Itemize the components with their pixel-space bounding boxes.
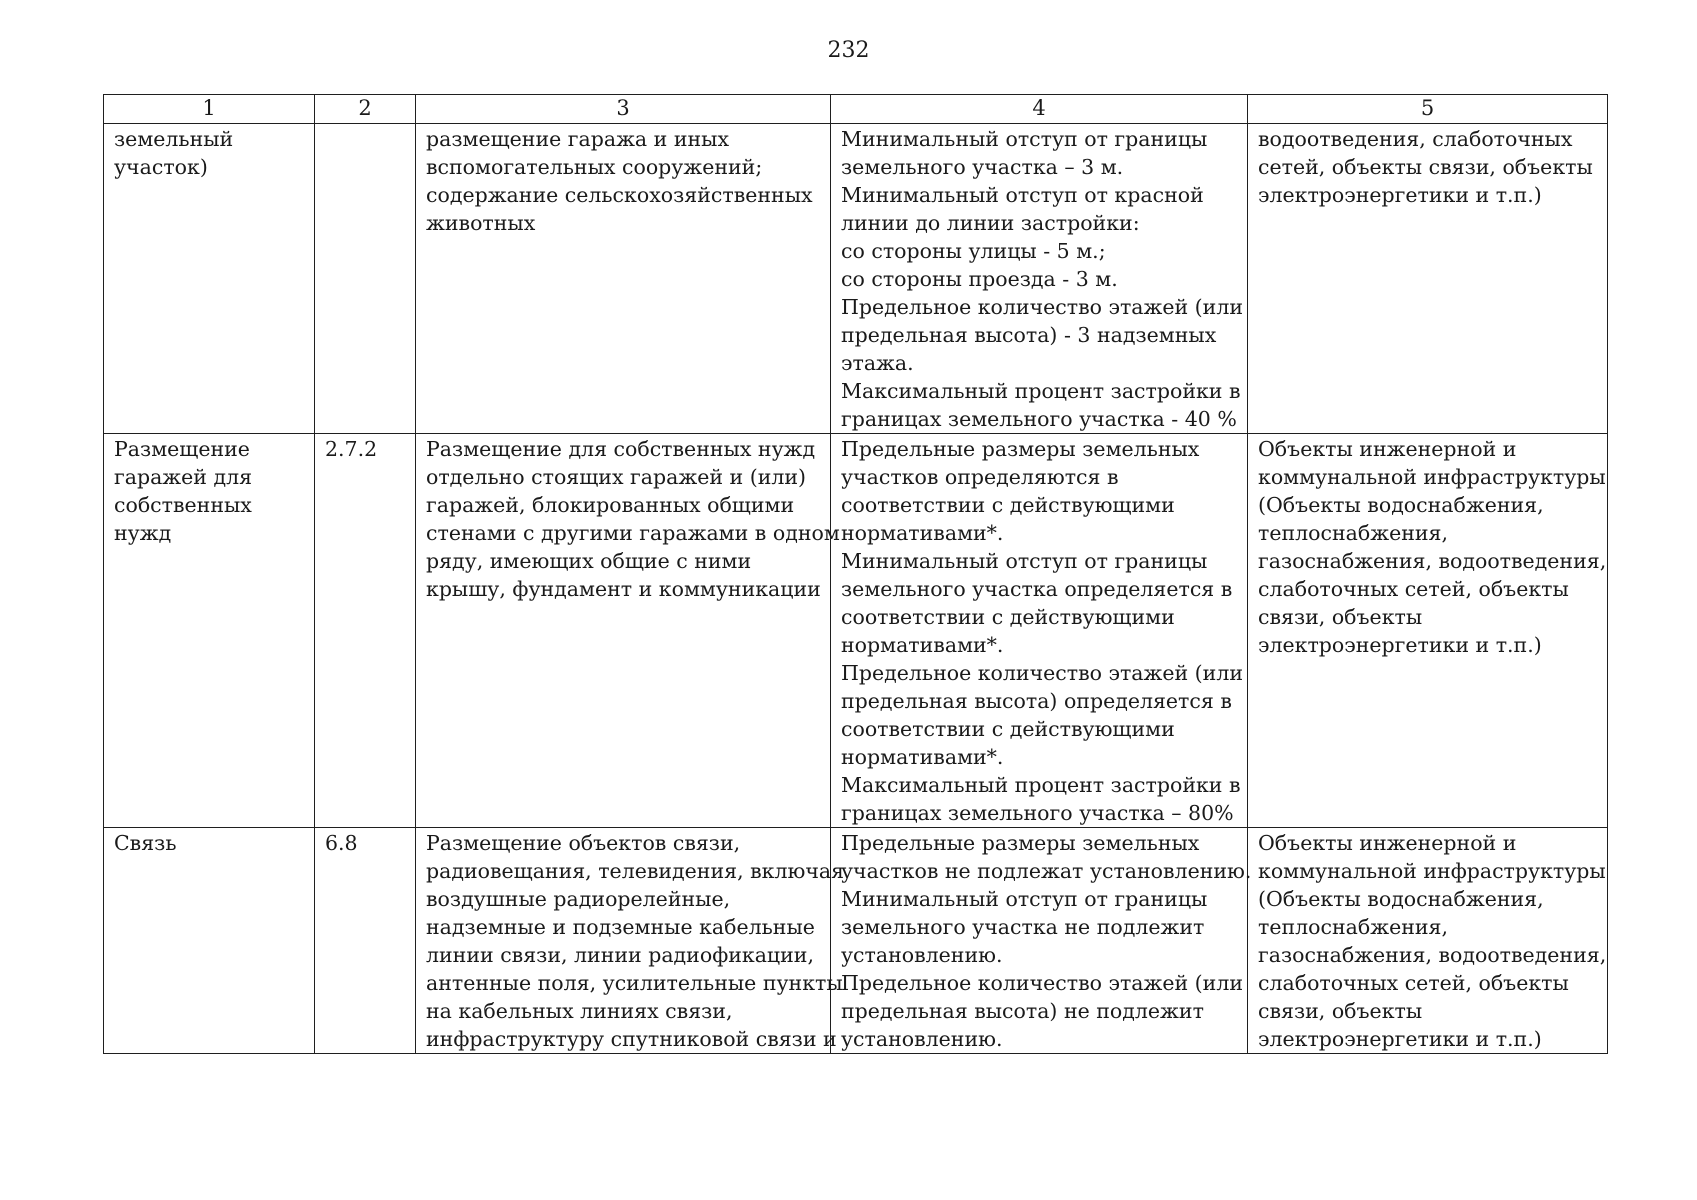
cell-use-code	[315, 434, 416, 828]
cell-line: Связь	[114, 831, 177, 855]
cell-line: вспомогательных сооружений;	[426, 155, 763, 179]
table-row	[104, 124, 1608, 434]
cell-line: Предельное количество этажей (или	[841, 661, 1244, 685]
cell-line: радиовещания, телевидения, включая	[426, 859, 845, 883]
cell-text	[1258, 829, 1607, 1053]
header-col-5: 5	[1248, 95, 1608, 124]
cell-line: Минимальный отступ от границы	[841, 127, 1208, 151]
cell-use-code	[315, 124, 416, 434]
cell-line: теплоснабжения,	[1258, 521, 1448, 545]
cell-line: антенные поля, усилительные пункты	[426, 971, 843, 995]
cell-line: гаражей для	[114, 465, 253, 489]
cell-parameters	[831, 828, 1252, 1054]
cell-line: предельная высота) не подлежит	[841, 999, 1204, 1023]
table-row	[104, 434, 1608, 828]
cell-use-description	[416, 828, 845, 1054]
cell-line: крышу, фундамент и коммуникации	[426, 577, 821, 601]
cell-text	[325, 829, 409, 857]
cell-line: соответствии с действующими	[841, 493, 1175, 517]
cell-line: сетей, объекты связи, объекты	[1258, 155, 1593, 179]
cell-use-description	[416, 434, 840, 828]
cell-line: Максимальный процент застройки в	[841, 773, 1241, 797]
cell-text	[841, 125, 1244, 433]
cell-line: предельная высота) - 3 надземных	[841, 323, 1217, 347]
cell-line: Минимальный отступ от границы	[841, 549, 1208, 573]
cell-text	[1258, 435, 1607, 659]
regulations-table	[103, 94, 1608, 1054]
cell-line: размещение гаража и иных	[426, 127, 730, 151]
cell-line: Минимальный отступ от границы	[841, 887, 1208, 911]
cell-line: гаражей, блокированных общими	[426, 493, 795, 517]
cell-line: (Объекты водоснабжения,	[1258, 493, 1544, 517]
cell-line: теплоснабжения,	[1258, 915, 1448, 939]
cell-text	[114, 125, 308, 181]
cell-line: Объекты инженерной и	[1258, 831, 1517, 855]
cell-text	[114, 829, 308, 857]
cell-line: слаботочных сетей, объекты	[1258, 577, 1569, 601]
cell-line: линии до линии застройки:	[841, 211, 1140, 235]
cell-line: Размещение	[114, 437, 250, 461]
cell-infrastructure	[1248, 434, 1608, 828]
cell-line: газоснабжения, водоотведения,	[1258, 943, 1607, 967]
cell-use-name	[104, 434, 315, 828]
cell-line: Объекты инженерной и	[1258, 437, 1517, 461]
cell-line: земельный	[114, 127, 234, 151]
cell-infrastructure	[1248, 828, 1608, 1054]
cell-line: (Объекты водоснабжения,	[1258, 887, 1544, 911]
cell-line: границах земельного участка - 40 %	[841, 407, 1237, 431]
cell-line: Предельное количество этажей (или	[841, 295, 1244, 319]
table-row	[104, 828, 1608, 1054]
cell-line: 2.7.2	[325, 437, 378, 461]
header-col-2: 2	[315, 95, 416, 124]
cell-line: земельного участка не подлежит	[841, 915, 1205, 939]
page-number: 232	[827, 38, 870, 63]
cell-line: Минимальный отступ от красной	[841, 183, 1204, 207]
cell-text	[426, 829, 845, 1053]
cell-line: предельная высота) определяется в	[841, 689, 1232, 713]
cell-line: электроэнергетики и т.п.)	[1258, 1027, 1542, 1051]
cell-text	[114, 435, 308, 547]
cell-parameters	[831, 124, 1248, 434]
cell-line: слаботочных сетей, объекты	[1258, 971, 1569, 995]
cell-use-name	[104, 828, 315, 1054]
cell-line: нормативами*.	[841, 633, 1004, 657]
cell-line: газоснабжения, водоотведения,	[1258, 549, 1607, 573]
cell-line: Максимальный процент застройки в	[841, 379, 1241, 403]
cell-line: коммунальной инфраструктуры	[1258, 465, 1606, 489]
cell-line: участков определяются в	[841, 465, 1119, 489]
header-col-3: 3	[416, 95, 831, 124]
cell-line: инфраструктуру спутниковой связи и	[426, 1027, 837, 1051]
cell-line: участков не подлежат установлению.	[841, 859, 1252, 883]
cell-line: со стороны улицы - 5 м.;	[841, 239, 1106, 263]
cell-line: со стороны проезда - 3 м.	[841, 267, 1118, 291]
cell-line: Размещение объектов связи,	[426, 831, 741, 855]
cell-text	[426, 435, 840, 603]
cell-line: соответствии с действующими	[841, 717, 1175, 741]
cell-line: надземные и подземные кабельные	[426, 915, 815, 939]
cell-use-name	[104, 124, 315, 434]
cell-line: границах земельного участка – 80%	[841, 801, 1234, 825]
cell-text	[426, 125, 824, 237]
cell-line: связи, объекты	[1258, 605, 1423, 629]
cell-line: соответствии с действующими	[841, 605, 1175, 629]
cell-line: ряду, имеющих общие с ними	[426, 549, 752, 573]
cell-text	[325, 435, 409, 463]
cell-line: установлению.	[841, 1027, 1003, 1051]
cell-line: водоотведения, слаботочных	[1258, 127, 1573, 151]
table-header-row	[104, 95, 1608, 124]
cell-line: на кабельных линиях связи,	[426, 999, 733, 1023]
cell-use-description	[416, 124, 831, 434]
cell-use-code	[315, 828, 416, 1054]
cell-line: 6.8	[325, 831, 358, 855]
cell-line: земельного участка – 3 м.	[841, 155, 1124, 179]
cell-text	[841, 435, 1244, 827]
cell-line: Предельное количество этажей (или	[841, 971, 1244, 995]
cell-line: связи, объекты	[1258, 999, 1423, 1023]
header-col-1: 1	[104, 95, 315, 124]
cell-infrastructure	[1248, 124, 1608, 434]
cell-line: содержание сельскохозяйственных	[426, 183, 813, 207]
cell-parameters	[831, 434, 1248, 828]
cell-line: участок)	[114, 155, 208, 179]
cell-line: электроэнергетики и т.п.)	[1258, 633, 1542, 657]
cell-line: нужд	[114, 521, 172, 545]
cell-line: нормативами*.	[841, 745, 1004, 769]
cell-line: электроэнергетики и т.п.)	[1258, 183, 1542, 207]
cell-line: Предельные размеры земельных	[841, 437, 1200, 461]
cell-line: Размещение для собственных нужд	[426, 437, 816, 461]
header-col-4: 4	[831, 95, 1248, 124]
cell-line: нормативами*.	[841, 521, 1004, 545]
cell-line: стенами с другими гаражами в одном	[426, 521, 840, 545]
cell-line: животных	[426, 211, 536, 235]
cell-text	[841, 829, 1252, 1053]
cell-line: установлению.	[841, 943, 1003, 967]
cell-line: воздушные радиорелейные,	[426, 887, 731, 911]
cell-text	[1258, 125, 1601, 209]
cell-line: линии связи, линии радиофикации,	[426, 943, 814, 967]
cell-line: коммунальной инфраструктуры	[1258, 859, 1606, 883]
cell-line: отдельно стоящих гаражей и (или)	[426, 465, 807, 489]
cell-line: этажа.	[841, 351, 914, 375]
cell-line: Предельные размеры земельных	[841, 831, 1200, 855]
cell-line: земельного участка определяется в	[841, 577, 1233, 601]
cell-line: собственных	[114, 493, 252, 517]
